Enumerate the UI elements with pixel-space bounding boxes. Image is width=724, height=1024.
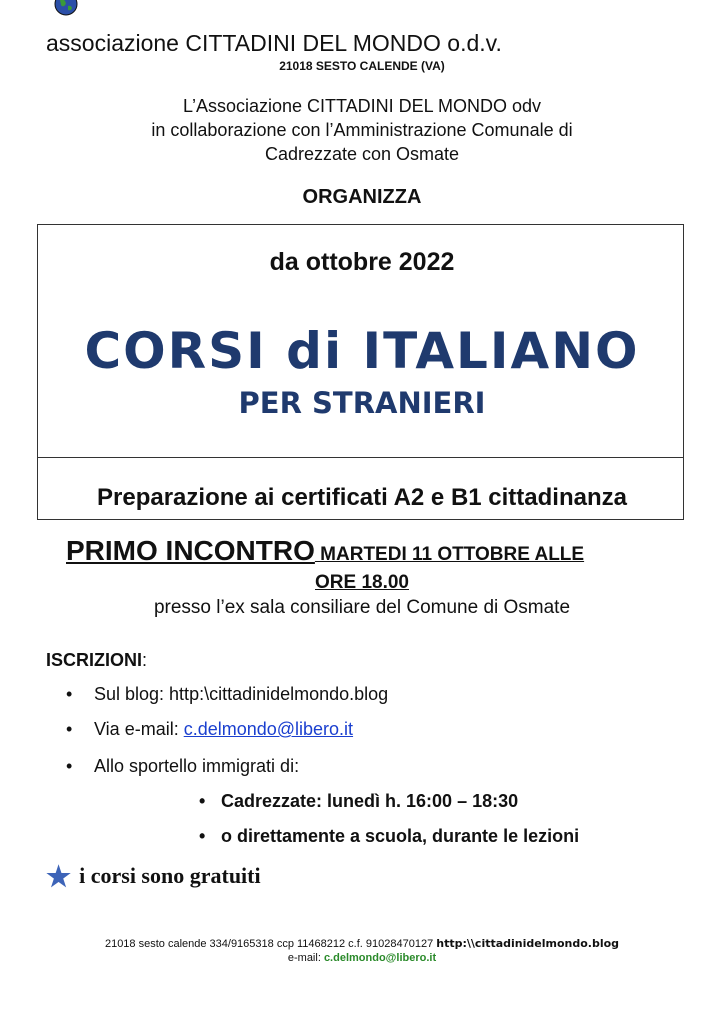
footer-email-line: [0, 952, 724, 964]
cadrezzate-schedule: Cadrezzate: lunedì h. 16:00 – 18:30: [221, 791, 519, 811]
sub-list-item: [199, 826, 579, 847]
first-meeting-date: MARTEDI 11 OTTOBRE ALLE: [314, 544, 585, 565]
iscrizioni-colon: :: [142, 650, 148, 670]
star-icon: ★: [46, 862, 72, 893]
intro-text: [0, 94, 724, 166]
first-meeting-time: ORE 18.00: [315, 572, 409, 593]
bullet-icon: •: [66, 756, 73, 776]
footer-line: [0, 937, 724, 950]
globe-icon: [54, 0, 78, 16]
first-meeting-label: PRIMO INCONTRO: [66, 535, 315, 566]
course-title: CORSI di ITALIANO: [84, 322, 640, 380]
footer-blog-link[interactable]: http:\\cittadinidelmondo.blog: [436, 937, 620, 950]
list-item: [66, 756, 299, 777]
sportello-text: Allo sportello immigrati di:: [94, 756, 300, 776]
preparation-text: Preparazione ai certificati A2 e B1 cittadinanza: [97, 484, 627, 511]
org-address: 21018 SESTO CALENDE (VA): [279, 59, 445, 73]
intro-line: in collaborazione con l’Amministrazione Comunale di: [151, 120, 573, 140]
footer-contacts: 21018 sesto calende 334/9165318 ccp 11468212 c.f. 91028470127: [104, 938, 437, 950]
course-date: da ottobre 2022: [269, 248, 455, 276]
free-note: [46, 860, 261, 894]
list-item: [66, 719, 353, 740]
free-note-text: i corsi sono gratuiti: [79, 863, 261, 888]
iscrizioni-label: ISCRIZIONI: [46, 650, 143, 670]
footer-email-link[interactable]: c.delmondo@libero.it: [323, 952, 437, 964]
email-link[interactable]: c.delmondo@libero.it: [183, 719, 354, 739]
email-label: Via e-mail:: [94, 719, 184, 739]
bullet-icon: •: [66, 684, 73, 704]
course-subtitle: PER STRANIERI: [238, 386, 486, 420]
list-item: [66, 684, 388, 705]
first-meeting-place: presso l’ex sala consiliare del Comune di Osmate: [153, 597, 571, 618]
blog-text: Sul blog: http:\cittadinidelmondo.blog: [94, 684, 389, 704]
intro-line: L’Associazione CITTADINI DEL MONDO odv: [182, 96, 542, 116]
school-note: o direttamente a scuola, durante le lezioni: [221, 826, 580, 846]
org-name: associazione CITTADINI DEL MONDO o.d.v.: [46, 30, 502, 56]
bullet-icon: •: [199, 826, 206, 846]
first-meeting-line: [66, 535, 584, 567]
footer-email-label: e-mail:: [287, 952, 324, 964]
bullet-icon: •: [66, 719, 73, 739]
organizza-heading: ORGANIZZA: [302, 186, 422, 208]
bullet-icon: •: [199, 791, 206, 811]
iscrizioni-heading: [46, 650, 147, 671]
sub-list-item: [199, 791, 518, 812]
intro-line: Cadrezzate con Osmate: [264, 144, 460, 164]
